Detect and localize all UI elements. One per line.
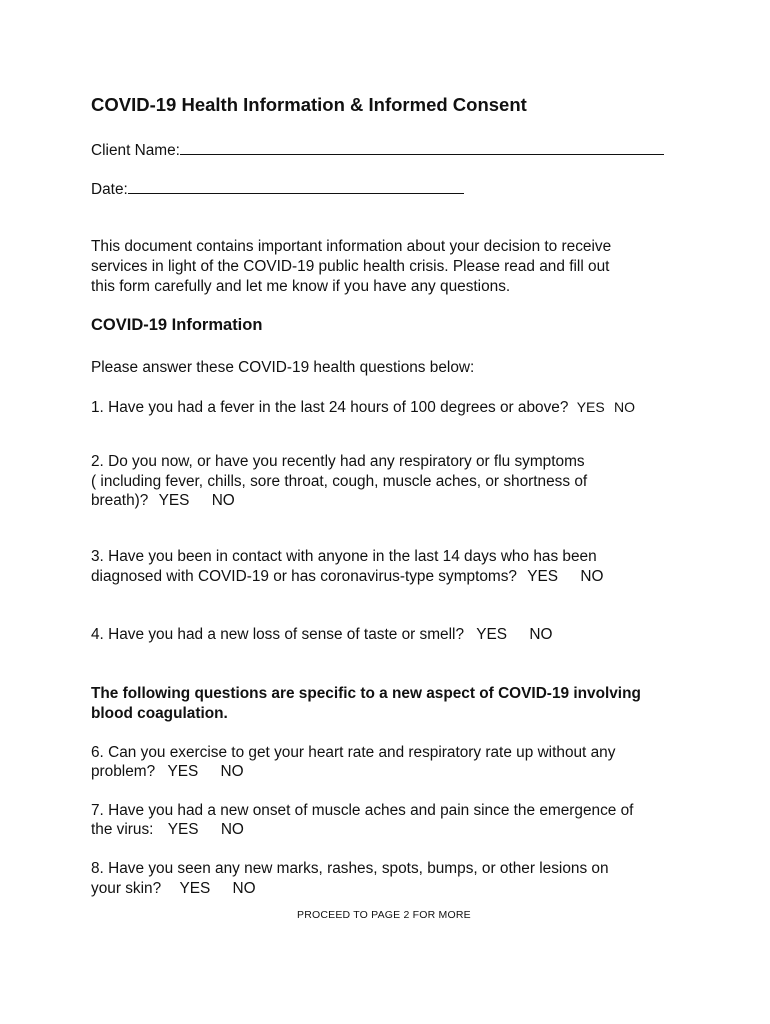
- question-3-line-2: [91, 567, 603, 587]
- question-7-line-2: [91, 820, 244, 840]
- question-4-no[interactable]: NO: [529, 626, 553, 643]
- question-3-text-end: diagnosed with COVID-19 or has coronavirus-type symptoms?: [91, 568, 517, 585]
- form-title: COVID-19 Health Information & Informed Consent: [91, 94, 527, 115]
- question-1-no[interactable]: NO: [614, 399, 636, 415]
- question-2-line-2: ( including fever, chills, sore throat, cough, muscle aches, or shortness of: [91, 473, 588, 490]
- date-field[interactable]: [128, 179, 464, 194]
- question-6-line-2: [91, 762, 244, 782]
- question-2-line-1: 2. Do you now, or have you recently had any respiratory or flu symptoms: [91, 453, 585, 470]
- instructions: Please answer these COVID-19 health questions below:: [91, 359, 475, 376]
- coagulation-heading-line-1: The following questions are specific to a new aspect of COVID-19 involving: [91, 685, 641, 702]
- question-7-line-1: 7. Have you had a new onset of muscle aches and pain since the emergence of: [91, 802, 634, 819]
- intro-line-3: this form carefully and let me know if you have any questions.: [91, 278, 511, 295]
- question-4-text: 4. Have you had a new loss of sense of taste or smell?: [91, 626, 464, 643]
- question-1-yes[interactable]: YES: [576, 399, 605, 415]
- date-row: [91, 179, 464, 200]
- question-6-text-end: problem?: [91, 763, 156, 780]
- question-3-yes[interactable]: YES: [527, 568, 559, 585]
- question-8-no[interactable]: NO: [232, 880, 256, 897]
- client-name-field[interactable]: [180, 140, 664, 155]
- question-6-line-1: 6. Can you exercise to get your heart rate and respiratory rate up without any: [91, 744, 616, 761]
- question-1: [91, 397, 635, 418]
- question-4-yes[interactable]: YES: [476, 626, 508, 643]
- question-6-yes[interactable]: YES: [167, 763, 199, 780]
- question-4: [91, 625, 552, 645]
- question-8-line-1: 8. Have you seen any new marks, rashes, spots, bumps, or other lesions on: [91, 860, 609, 877]
- intro-line-1: This document contains important information about your decision to receive: [91, 238, 612, 255]
- question-2-text-end: breath)?: [91, 492, 149, 509]
- page-footer: PROCEED TO PAGE 2 FOR MORE: [297, 909, 471, 921]
- question-7-no[interactable]: NO: [220, 821, 244, 838]
- question-2-no[interactable]: NO: [211, 492, 235, 509]
- question-6-no[interactable]: NO: [220, 763, 244, 780]
- section-title: COVID-19 Information: [91, 316, 263, 334]
- question-3-line-1: 3. Have you been in contact with anyone in the last 14 days who has been: [91, 548, 597, 565]
- question-1-text: 1. Have you had a fever in the last 24 hours of 100 degrees or above?: [91, 399, 569, 416]
- question-7-text-end: the virus:: [91, 821, 154, 838]
- intro-line-2: services in light of the COVID-19 public health crisis. Please read and fill out: [91, 258, 610, 275]
- consent-form-page: [91, 0, 691, 1024]
- question-8-line-2: [91, 879, 256, 899]
- date-label: Date:: [91, 181, 128, 198]
- question-2-line-3: [91, 491, 235, 511]
- client-name-label: Client Name:: [91, 142, 180, 159]
- question-2-yes[interactable]: YES: [158, 492, 190, 509]
- question-8-text-end: your skin?: [91, 880, 162, 897]
- coagulation-heading-line-2: blood coagulation.: [91, 705, 228, 722]
- client-name-row: [91, 140, 664, 161]
- question-3-no[interactable]: NO: [580, 568, 604, 585]
- question-7-yes[interactable]: YES: [167, 821, 199, 838]
- question-8-yes[interactable]: YES: [179, 880, 211, 897]
